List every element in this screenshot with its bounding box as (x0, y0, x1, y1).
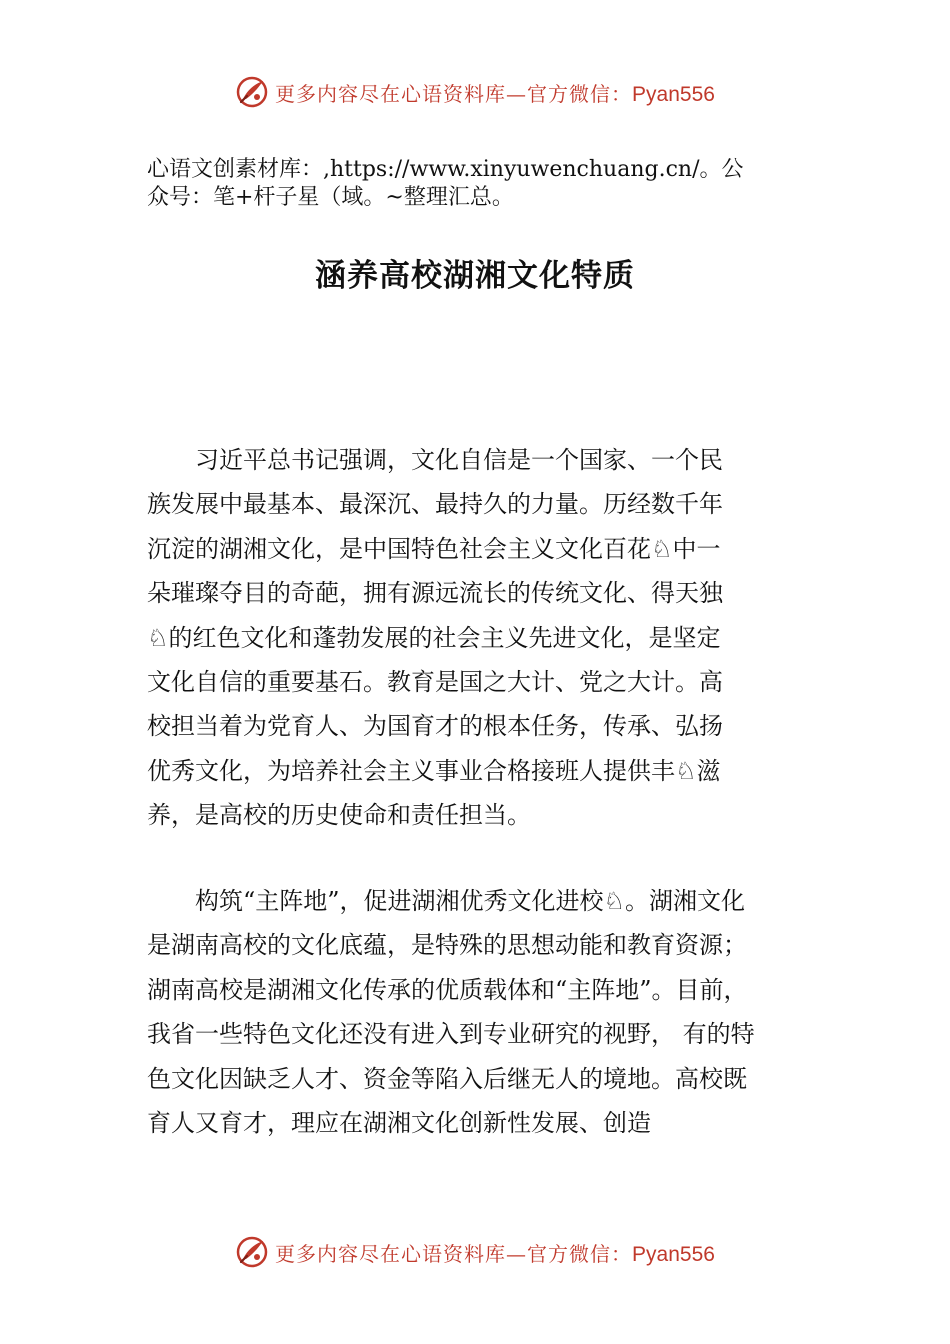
paragraph-line: 我省一些特色文化还没有进入到专业研究的视野， 有的特 (147, 1020, 755, 1049)
banner-text (275, 78, 715, 107)
paragraph-line: 沉淀的湖湘文化，是中国特色社会主义文化百花♘中一 (147, 534, 721, 563)
banner-text (275, 1238, 715, 1267)
paragraph-line: 育人又育才，理应在湖湘文化创新性发展、创造 (147, 1109, 651, 1138)
banner-main-text: 更多内容尽在心语资料库—官方微信： (275, 81, 633, 106)
source-note-line: 众号：笔+杆子星（域。~整理汇总。 (147, 185, 514, 210)
paragraph-1 (147, 438, 723, 838)
header-banner (0, 72, 950, 112)
paragraph-line: 色文化因缺乏人才、资金等陷入后继无人的境地。高校既 (147, 1064, 747, 1093)
paragraph-line: 文化自信的重要基石。教育是国之大计、党之大计。高 (147, 668, 723, 697)
wechat-handle: Pyan556 (632, 1242, 715, 1266)
paragraph-line: 湖南高校是湖湘文化传承的优质载体和“主阵地”。目前， (147, 975, 748, 1004)
paragraph-line: 习近平总书记强调，文化自信是一个国家、一个民 (147, 446, 723, 474)
paragraph-line: 朵璀璨夺目的奇葩，拥有源远流长的传统文化、得天独 (147, 579, 723, 608)
paragraph-line: 优秀文化，为培养社会主义事业合格接班人提供丰♘滋 (147, 756, 721, 785)
paragraph-line: 构筑“主阵地”，促进湖湘优秀文化进校♘。湖湘文化 (147, 887, 746, 915)
paragraph-line: 是湖南高校的文化底蕴，是特殊的思想动能和教育资源； (147, 931, 747, 960)
paragraph-line: 校担当着为党育人、为国育才的根本任务，传承、弘扬 (147, 712, 723, 741)
paragraph-line: ♘的红色文化和蓬勃发展的社会主义先进文化，是坚定 (147, 623, 721, 652)
wechat-handle: Pyan556 (632, 82, 715, 106)
footer-banner (0, 1232, 950, 1272)
paragraph-2 (147, 879, 755, 1145)
source-note-line: 心语文创素材库：,https://www.xinyuwenchuang.cn/。公 (147, 157, 744, 182)
source-note (147, 156, 847, 212)
article-title: 涵养高校湖湘文化特质 (315, 258, 635, 294)
red-quill-logo-icon (235, 1235, 269, 1269)
paragraph-line: 养，是高校的历史使命和责任担当。 (147, 801, 531, 830)
paragraph-line: 族发展中最基本、最深沉、最持久的力量。历经数千年 (147, 490, 723, 519)
banner-main-text: 更多内容尽在心语资料库—官方微信： (275, 1241, 633, 1266)
red-quill-logo-icon (235, 75, 269, 109)
